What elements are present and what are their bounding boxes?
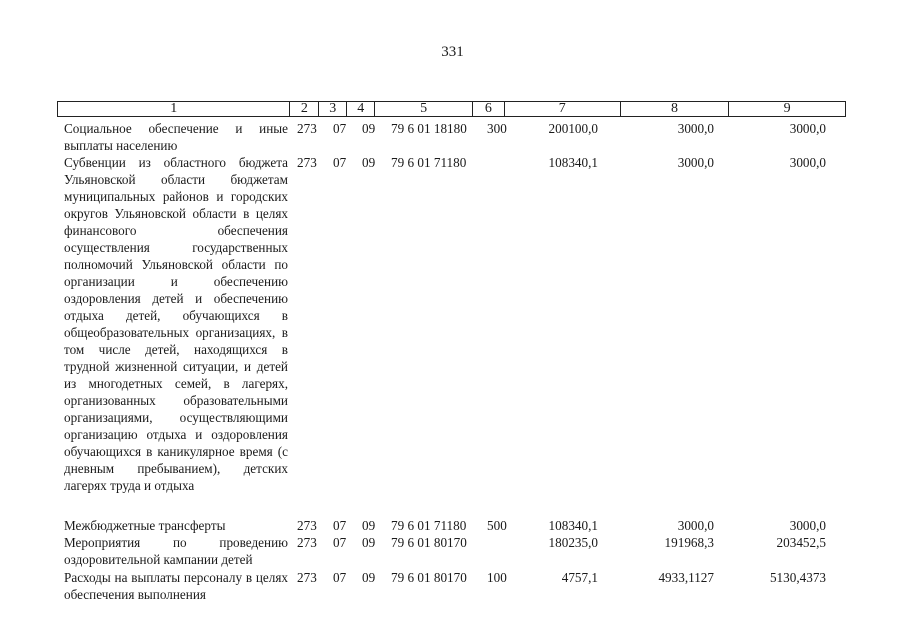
row-col-6: 100	[487, 570, 507, 585]
row-col-9: 5130,4373	[769, 570, 826, 585]
header-col-7: 7	[504, 102, 620, 116]
header-col-4: 4	[346, 102, 374, 116]
row-col-8: 3000,0	[677, 155, 714, 170]
row-col-4: 09	[362, 535, 376, 550]
row-col-7: 200100,0	[548, 121, 598, 136]
row-col-2: 273	[297, 535, 317, 550]
row-col-5: 79 6 01 18180	[391, 121, 467, 136]
row-name: Мероприятия по проведению оздоровительной кампании детей	[64, 535, 288, 567]
row-col-3: 07	[333, 535, 347, 550]
row-col-3: 07	[333, 518, 347, 533]
row-col-5: 79 6 01 71180	[391, 155, 467, 170]
header-col-5: 5	[374, 102, 472, 116]
row-col-8: 4933,1127	[658, 570, 714, 585]
row-col-5: 79 6 01 80170	[391, 535, 467, 550]
row-col-9: 3000,0	[789, 121, 826, 136]
row-col-2: 273	[297, 518, 317, 533]
row-col-5: 79 6 01 80170	[391, 570, 467, 585]
row-col-6: 500	[487, 518, 507, 533]
row-col-9: 203452,5	[776, 535, 826, 550]
row-name: Субвенции из областного бюджета Ульяновской области бюджетам муниципальных районов и городских округов Ульяновской области в целях финансового обеспечения осуществления государственных полномочий Ульяновской области по организации и обеспечению оздоровления детей и обеспечению отдыха детей, обучающихся в общеобразовательных организациях, в том числе детей, находящихся в трудной жизненной ситуации, и детей из многодетных семей, в лагерях, организованных образовательными организациями, осуществляющими организацию отдыха и оздоровления обучающихся в каникулярное время (с дневным пребыванием), детских лагерях труда и отдыха	[64, 155, 288, 493]
row-col-3: 07	[333, 155, 347, 170]
row-col-4: 09	[362, 155, 376, 170]
row-col-2: 273	[297, 155, 317, 170]
row-name: Межбюджетные трансферты	[64, 518, 226, 533]
page-number: 331	[441, 44, 464, 60]
row-col-9: 3000,0	[789, 155, 826, 170]
row-col-7: 108340,1	[548, 155, 598, 170]
row-col-3: 07	[333, 570, 347, 585]
row-name: Социальное обеспечение и иные выплаты населению	[64, 121, 288, 153]
header-col-6: 6	[472, 102, 504, 116]
row-col-4: 09	[362, 121, 376, 136]
header-col-8: 8	[620, 102, 729, 116]
table-header	[57, 101, 846, 117]
header-col-3: 3	[318, 102, 346, 116]
row-col-8: 3000,0	[677, 121, 714, 136]
row-col-4: 09	[362, 570, 376, 585]
row-col-2: 273	[297, 121, 317, 136]
row-col-7: 4757,1	[561, 570, 598, 585]
row-col-4: 09	[362, 518, 376, 533]
row-col-5: 79 6 01 71180	[391, 518, 467, 533]
row-col-8: 3000,0	[677, 518, 714, 533]
header-col-1: 1	[170, 101, 178, 116]
header-col-9: 9	[728, 102, 845, 116]
header-col-2: 2	[289, 102, 318, 116]
row-col-7: 180235,0	[548, 535, 598, 550]
row-col-9: 3000,0	[789, 518, 826, 533]
row-col-6: 300	[487, 121, 507, 136]
row-col-2: 273	[297, 570, 317, 585]
row-col-7: 108340,1	[548, 518, 598, 533]
row-col-3: 07	[333, 121, 347, 136]
row-name: Расходы на выплаты персоналу в целях обеспечения выполнения	[64, 570, 288, 602]
row-col-8: 191968,3	[664, 535, 714, 550]
